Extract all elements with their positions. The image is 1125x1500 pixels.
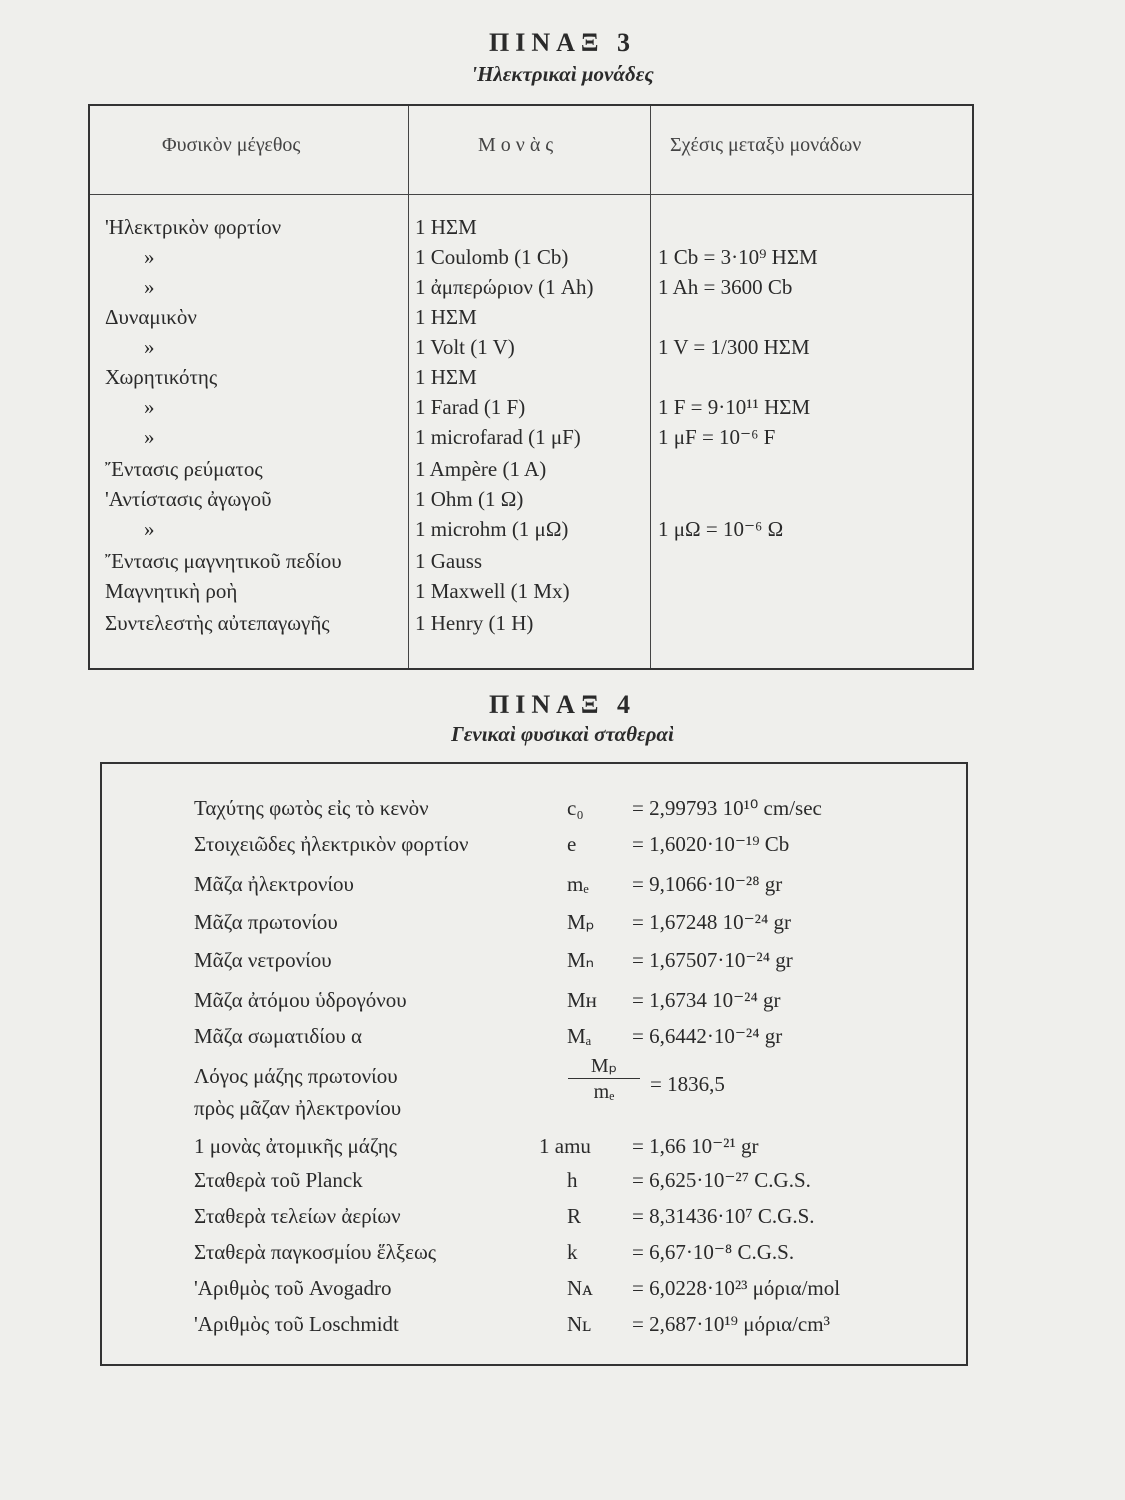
constant-symbol: e (567, 832, 577, 856)
table3-units (88, 104, 974, 670)
table-row (90, 242, 972, 272)
constant-name-continued: πρὸς μᾶζαν ἠλεκτρονίου (194, 1096, 402, 1120)
constant-value: = 1,6734 10⁻²⁴ gr (632, 988, 781, 1012)
table-row (90, 212, 972, 242)
constant-name: Σταθερὰ παγκοσμίου ἕλξεως (194, 1240, 437, 1264)
quantity-cell: 'Αντίστασις ἀγωγοῦ (105, 487, 272, 511)
unit-cell: 1 Ampère (1 A) (415, 457, 547, 481)
fraction-denominator: mₑ (593, 1081, 615, 1103)
constant-value: = 1836,5 (650, 1072, 725, 1096)
constant-value: = 2,687·10¹⁹ μόρια/cm³ (632, 1312, 830, 1336)
constant-name: Λόγος μάζης πρωτονίου (194, 1064, 398, 1088)
header-unit: Μονὰς (478, 134, 559, 156)
unit-cell: 1 Maxwell (1 Mx) (415, 579, 570, 603)
table-row (90, 514, 972, 544)
table-row (102, 1272, 966, 1304)
table-row (90, 272, 972, 302)
constant-name: Σταθερὰ τοῦ Planck (194, 1168, 363, 1192)
constant-symbol: Nᴀ (567, 1276, 593, 1300)
constant-name: Μᾶζα ἠλεκτρονίου (194, 872, 354, 896)
quantity-cell: Μαγνητικὴ ροὴ (105, 579, 238, 603)
table3-title: ΠΙΝΑΞ 3 (488, 28, 636, 57)
table-row (90, 332, 972, 362)
table-row (90, 608, 972, 638)
unit-cell: 1 ἀμπερώριον (1 Ah) (415, 275, 594, 299)
quantity-cell: Χωρητικότης (105, 365, 218, 389)
header-relation: Σχέσις μεταξὺ μονάδων (670, 134, 862, 156)
table-row (90, 422, 972, 452)
table-row (102, 1164, 966, 1196)
quantity-cell: » (144, 275, 155, 299)
constant-name: 1 μονὰς ἀτομικῆς μάζης (194, 1134, 397, 1158)
relation-cell: 1 μΩ = 10⁻⁶ Ω (658, 517, 784, 541)
constant-value: = 1,6020·10⁻¹⁹ Cb (632, 832, 790, 856)
fraction-numerator: Mₚ (590, 1055, 618, 1077)
constant-value: = 1,66 10⁻²¹ gr (632, 1134, 759, 1158)
table4-title: ΠΙΝΑΞ 4 (488, 690, 636, 719)
ratio-fraction (564, 1054, 644, 1105)
constant-value: = 6,0228·10²³ μόρια/mol (632, 1276, 841, 1300)
table-row (90, 546, 972, 576)
table-row (102, 1308, 966, 1340)
constant-name: Ταχύτης φωτὸς εἰς τὸ κενὸν (194, 796, 429, 820)
table-row (102, 984, 966, 1016)
constant-value: = 2,99793 10¹⁰ cm/sec (632, 796, 822, 820)
table-row (102, 1020, 966, 1052)
table-row (90, 454, 972, 484)
constant-value: = 6,67·10⁻⁸ C.G.S. (632, 1240, 795, 1264)
quantity-cell: » (144, 425, 155, 449)
table-row (90, 302, 972, 332)
quantity-cell: » (144, 517, 155, 541)
table-row (102, 944, 966, 976)
unit-cell: 1 Henry (1 H) (415, 611, 534, 635)
quantity-cell: Ἔντασις ρεύματος (105, 457, 263, 481)
table-row (102, 906, 966, 938)
constant-symbol: mₑ (567, 872, 589, 896)
constant-value: = 1,67248 10⁻²⁴ gr (632, 910, 792, 934)
unit-cell: 1 ΗΣΜ (415, 215, 477, 239)
relation-cell: 1 V = 1/300 ΗΣΜ (658, 335, 810, 359)
constant-name: Μᾶζα σωματιδίου α (194, 1024, 363, 1048)
table-row (102, 828, 966, 860)
constant-symbol: 1 amu (539, 1134, 591, 1158)
quantity-cell: » (144, 335, 155, 359)
table-row (102, 868, 966, 900)
table-row (102, 1130, 966, 1162)
table-row (102, 1200, 966, 1232)
unit-cell: 1 Gauss (415, 549, 483, 573)
constant-symbol: R (567, 1204, 582, 1228)
unit-cell: 1 microfarad (1 μF) (415, 425, 581, 449)
table-row (90, 362, 972, 392)
constant-value: = 6,6442·10⁻²⁴ gr (632, 1024, 783, 1048)
unit-cell: 1 ΗΣΜ (415, 305, 477, 329)
table3-subtitle: 'Ηλεκτρικαὶ μονάδες (471, 62, 654, 86)
constant-value: = 1,67507·10⁻²⁴ gr (632, 948, 793, 972)
relation-cell: 1 Ah = 3600 Cb (658, 275, 793, 299)
unit-cell: 1 Ohm (1 Ω) (415, 487, 524, 511)
constant-value: = 6,625·10⁻²⁷ C.G.S. (632, 1168, 811, 1192)
constant-symbol: k (567, 1240, 578, 1264)
constant-value: = 8,31436·10⁷ C.G.S. (632, 1204, 815, 1228)
table-row-ratio (102, 1055, 966, 1124)
constant-name: Σταθερὰ τελείων ἀερίων (194, 1204, 401, 1228)
constant-symbol: Mʜ (567, 988, 597, 1012)
constant-value: = 9,1066·10⁻²⁸ gr (632, 872, 783, 896)
constant-symbol: Mₙ (567, 948, 595, 972)
constant-symbol: c₀ (567, 796, 584, 820)
table4-subtitle: Γενικαὶ φυσικαὶ σταθεραὶ (451, 722, 674, 746)
table-row (90, 392, 972, 422)
constant-name: Μᾶζα πρωτονίου (194, 910, 338, 934)
relation-cell: 1 F = 9·10¹¹ ΗΣΜ (658, 395, 811, 419)
constant-symbol: Nʟ (567, 1312, 592, 1336)
constant-symbol: Mₚ (567, 910, 595, 934)
header-quantity: Φυσικὸν μέγεθος (162, 134, 301, 156)
quantity-cell: Ἔντασις μαγνητικοῦ πεδίου (105, 549, 342, 573)
constant-name: Στοιχειῶδες ἠλεκτρικὸν φορτίον (194, 832, 469, 856)
relation-cell: 1 Cb = 3·10⁹ ΗΣΜ (658, 245, 818, 269)
unit-cell: 1 Farad (1 F) (415, 395, 526, 419)
quantity-cell: Δυναμικὸν (105, 305, 197, 329)
unit-cell: 1 Coulomb (1 Cb) (415, 245, 569, 269)
quantity-cell: » (144, 395, 155, 419)
table-row (90, 576, 972, 606)
constant-name: 'Αριθμὸς τοῦ Avogadro (194, 1276, 392, 1300)
constant-name: Μᾶζα νετρονίου (194, 948, 332, 972)
unit-cell: 1 Volt (1 V) (415, 335, 515, 359)
quantity-cell: Συντελεστὴς αὐτεπαγωγῆς (105, 611, 330, 635)
unit-cell: 1 microhm (1 μΩ) (415, 517, 569, 541)
table4-constants (100, 762, 968, 1366)
table-row (90, 484, 972, 514)
table3-header-rule (90, 194, 972, 195)
constant-symbol: h (567, 1168, 578, 1192)
table-row (102, 1236, 966, 1268)
relation-cell: 1 μF = 10⁻⁶ F (658, 425, 776, 449)
unit-cell: 1 ΗΣΜ (415, 365, 477, 389)
constant-name: 'Αριθμὸς τοῦ Loschmidt (194, 1312, 399, 1336)
quantity-cell: » (144, 245, 155, 269)
table-row (102, 792, 966, 824)
constant-name: Μᾶζα ἀτόμου ὑδρογόνου (194, 988, 407, 1012)
quantity-cell: 'Ηλεκτρικὸν φορτίον (105, 215, 282, 239)
constant-symbol: Mₐ (567, 1024, 592, 1048)
